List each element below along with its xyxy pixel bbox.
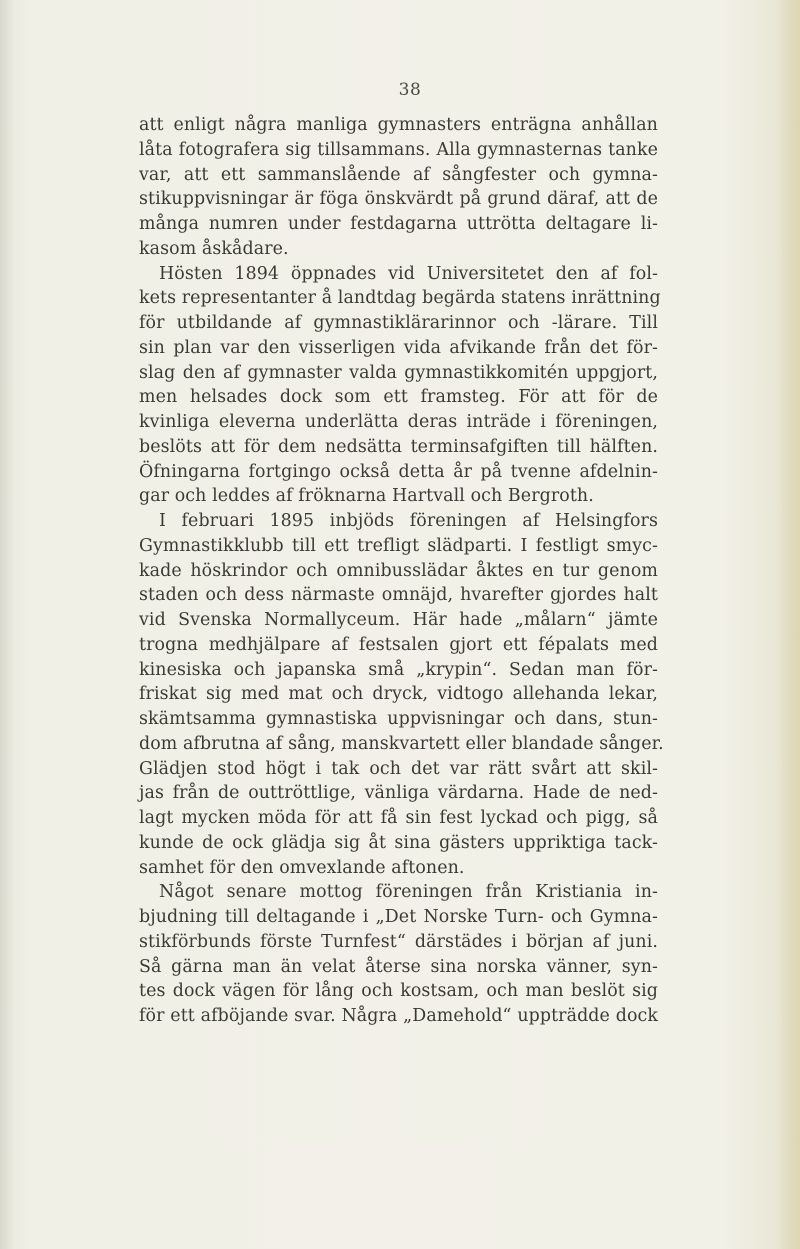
text-line: Hösten 1894 öppnades vid Universitetet den af fol-	[159, 263, 658, 284]
text-line: låta fotografera sig tillsammans. Alla gymnasternas tanke	[139, 139, 658, 160]
text-line: kasom åskådare.	[139, 238, 289, 259]
text-line: samhet för den omvexlande aftonen.	[139, 857, 465, 878]
text-line: kade höskrindor och omnibusslädar åktes en tur genom	[139, 560, 658, 581]
page-left-edge-shadow	[0, 0, 14, 1249]
body-text	[139, 113, 664, 1029]
text-line: Öfningarna fortgingo också detta år på tvenne afdelnin-	[139, 461, 658, 482]
text-line: Glädjen stod högt i tak och det var rätt svårt att skil-	[139, 758, 658, 779]
text-line: för ett afböjande svar. Några „Damehold“ uppträdde dock	[139, 1006, 658, 1026]
text-line: många numren under festdagarna uttrötta deltagare li-	[139, 214, 658, 234]
text-line: stikuppvisningar är föga önskvärdt på grund däraf, att de	[139, 189, 658, 210]
text-line: kinesiska och japanska små „krypin“. Sedan man för-	[139, 659, 658, 680]
text-line: sin plan var den visserligen vida afvikande från det för-	[139, 337, 658, 358]
text-line: kunde de ock glädja sig åt sina gästers uppriktiga tack-	[139, 832, 658, 853]
text-line: för utbildande af gymnastiklärarinnor och -lärare. Till	[139, 313, 658, 333]
text-line: lagt mycken möda för att få sin fest lyckad och pigg, så	[139, 808, 658, 828]
text-line: friskat sig med mat och dryck, vidtogo allehanda lekar,	[139, 684, 658, 705]
text-line: Så gärna man än velat återse sina norska vänner, syn-	[139, 956, 658, 977]
text-line: Gymnastikklubb till ett trefligt slädparti. I festligt smyc-	[139, 535, 658, 556]
page-right-edge-shadow	[778, 0, 800, 1249]
text-line: beslöts att för dem nedsätta terminsafgiften till hälften.	[139, 436, 658, 457]
text-line: kets representanter å landtdag begärda statens inrättning	[139, 288, 661, 309]
text-line: men helsades dock som ett framsteg. För att för de	[139, 387, 658, 408]
text-line: Något senare mottog föreningen från Kristiania in-	[159, 882, 658, 903]
text-line: I februari 1895 inbjöds föreningen af Helsingfors	[159, 511, 658, 531]
text-line: var, att ett sammanslående af sångfester och gymna-	[139, 164, 658, 185]
text-line: staden och dess närmaste omnäjd, hvarefter gjordes halt	[139, 585, 658, 606]
text-line: bjudning till deltagande i „Det Norske Turn- och Gymna-	[139, 907, 658, 927]
text-line: kvinliga eleverna underlätta deras inträde i föreningen,	[139, 412, 658, 432]
text-line: slag den af gymnaster valda gymnastikkomitén uppgjort,	[139, 362, 658, 383]
text-line: stikförbunds förste Turnfest“ därstädes i början af juni.	[139, 931, 658, 952]
text-line: jas från de outtröttlige, vänliga värdarna. Hade de ned-	[139, 783, 658, 804]
text-line: tes dock vägen för lång och kostsam, och man beslöt sig	[139, 981, 658, 1002]
text-line: vid Svenska Normallyceum. Här hade „målarn“ jämte	[139, 610, 658, 630]
text-line: dom afbrutna af sång, manskvartett eller blandade sånger.	[139, 733, 664, 754]
text-line: skämtsamma gymnastiska uppvisningar och dans, stun-	[139, 709, 658, 729]
text-line: gar och leddes af fröknarna Hartvall och Bergroth.	[139, 486, 594, 507]
page-number: 38	[398, 80, 422, 100]
text-line: att enligt några manliga gymnasters enträgna anhållan	[139, 115, 658, 135]
text-line: trogna medhjälpare af festsalen gjort ett fépalats med	[139, 634, 658, 655]
